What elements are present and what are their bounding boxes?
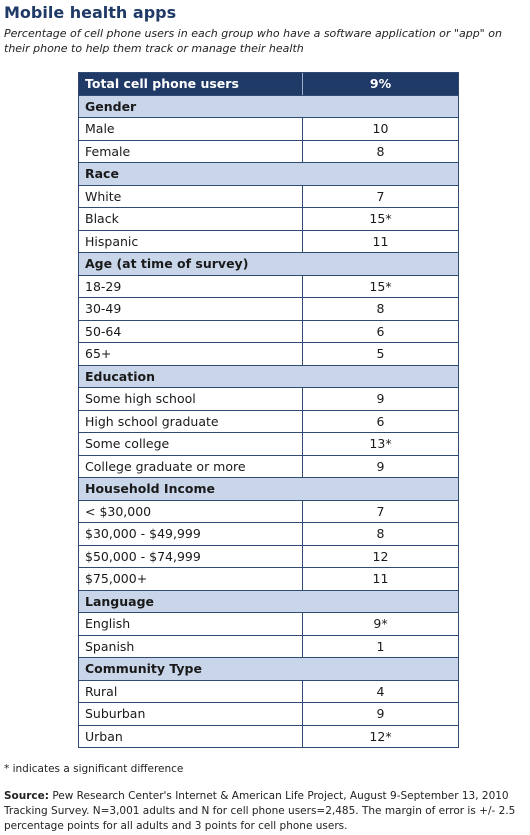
row-value: 6 xyxy=(376,413,385,429)
row-value: 5 xyxy=(376,346,385,361)
section-header-row xyxy=(79,658,458,681)
row-value: 8 xyxy=(376,526,385,541)
row-value: 12* xyxy=(369,728,392,744)
row-label: Suburban xyxy=(79,703,303,725)
row-label: White xyxy=(79,186,303,208)
table-row xyxy=(79,703,458,726)
row-value: 11 xyxy=(372,233,389,249)
page-title: Mobile health apps xyxy=(4,3,177,22)
table-row xyxy=(79,411,458,434)
section-header-row xyxy=(79,366,458,389)
table-row xyxy=(79,118,458,141)
row-value: 1 xyxy=(376,638,385,654)
row-value: 10 xyxy=(372,121,389,136)
section-title: Household Income xyxy=(85,481,215,496)
row-label: High school graduate xyxy=(79,411,303,433)
table-row xyxy=(79,613,458,636)
table-row xyxy=(79,546,458,569)
row-value: 7 xyxy=(376,188,385,204)
table-row xyxy=(79,456,458,479)
section-header-row xyxy=(79,163,458,186)
row-label: English xyxy=(79,613,303,635)
data-table xyxy=(78,72,459,748)
row-value: 15* xyxy=(369,278,392,294)
header-label: Total cell phone users xyxy=(79,73,303,95)
row-value: 13* xyxy=(369,436,392,451)
table-row xyxy=(79,343,458,366)
row-label: Spanish xyxy=(79,636,303,658)
source-text: Pew Research Center's Internet & American Life Project, August 9-September 13, 2010 Tracking Survey. N=3,001 adults and N for cell phone users=2,485. The margin of error is +/- 2.5 percentage points for all adults and 3 points for cell phone users. xyxy=(4,790,516,832)
section-title: Race xyxy=(85,166,119,181)
section-title: Gender xyxy=(85,98,137,114)
section-title: Education xyxy=(85,368,155,384)
table-row xyxy=(79,681,458,704)
table-row xyxy=(79,208,458,231)
row-label: Female xyxy=(79,141,303,163)
row-value: 11 xyxy=(372,571,389,586)
row-value: 6 xyxy=(376,323,385,339)
row-label: 18-29 xyxy=(79,276,303,298)
table-row xyxy=(79,141,458,164)
table-row xyxy=(79,298,458,321)
row-value: 9 xyxy=(376,458,385,474)
section-title: Language xyxy=(85,593,155,609)
row-value: 4 xyxy=(376,683,385,699)
table-row xyxy=(79,388,458,411)
table-row xyxy=(79,433,458,456)
table-row xyxy=(79,568,458,591)
table-body xyxy=(79,96,458,749)
row-value: 12 xyxy=(372,548,389,564)
row-label: Hispanic xyxy=(79,231,303,253)
row-label: College graduate or more xyxy=(79,456,303,478)
row-label: < $30,000 xyxy=(79,501,303,523)
section-header-row xyxy=(79,96,458,119)
row-label: Male xyxy=(79,118,303,140)
table-row xyxy=(79,321,458,344)
table-header-row xyxy=(79,73,458,96)
row-label: Rural xyxy=(79,681,303,703)
row-value: 7 xyxy=(376,503,385,519)
row-value: 9* xyxy=(373,616,388,631)
source-label: Source: xyxy=(4,790,49,802)
table-row xyxy=(79,501,458,524)
row-label: 30-49 xyxy=(79,298,303,320)
table-row xyxy=(79,231,458,254)
row-label: Black xyxy=(79,208,303,230)
table-row xyxy=(79,726,458,749)
table-row xyxy=(79,276,458,299)
table-row xyxy=(79,636,458,659)
section-title: Age (at time of survey) xyxy=(85,256,249,271)
subtitle: Percentage of cell phone users in each group who have a software application or "app" on their phone to help them track or manage their health xyxy=(4,27,502,55)
significance-note: * indicates a significant difference xyxy=(4,763,184,775)
section-header-row xyxy=(79,591,458,614)
row-value: 9 xyxy=(376,391,385,406)
header-value: 9% xyxy=(369,76,392,91)
row-label: $50,000 - $74,999 xyxy=(79,546,303,568)
section-header-row xyxy=(79,478,458,501)
source-note xyxy=(4,789,526,834)
section-title: Community Type xyxy=(85,661,202,676)
row-value: 8 xyxy=(376,301,385,316)
row-label: $75,000+ xyxy=(79,568,303,590)
table-row xyxy=(79,186,458,209)
row-value: 15* xyxy=(369,211,392,226)
row-label: Urban xyxy=(79,726,303,748)
row-label: $30,000 - $49,999 xyxy=(79,523,303,545)
row-label: Some high school xyxy=(79,388,303,410)
table-row xyxy=(79,523,458,546)
row-label: 65+ xyxy=(79,343,303,365)
row-value: 9 xyxy=(376,706,385,721)
row-value: 8 xyxy=(376,143,385,159)
section-header-row xyxy=(79,253,458,276)
row-label: 50-64 xyxy=(79,321,303,343)
row-label: Some college xyxy=(79,433,303,455)
